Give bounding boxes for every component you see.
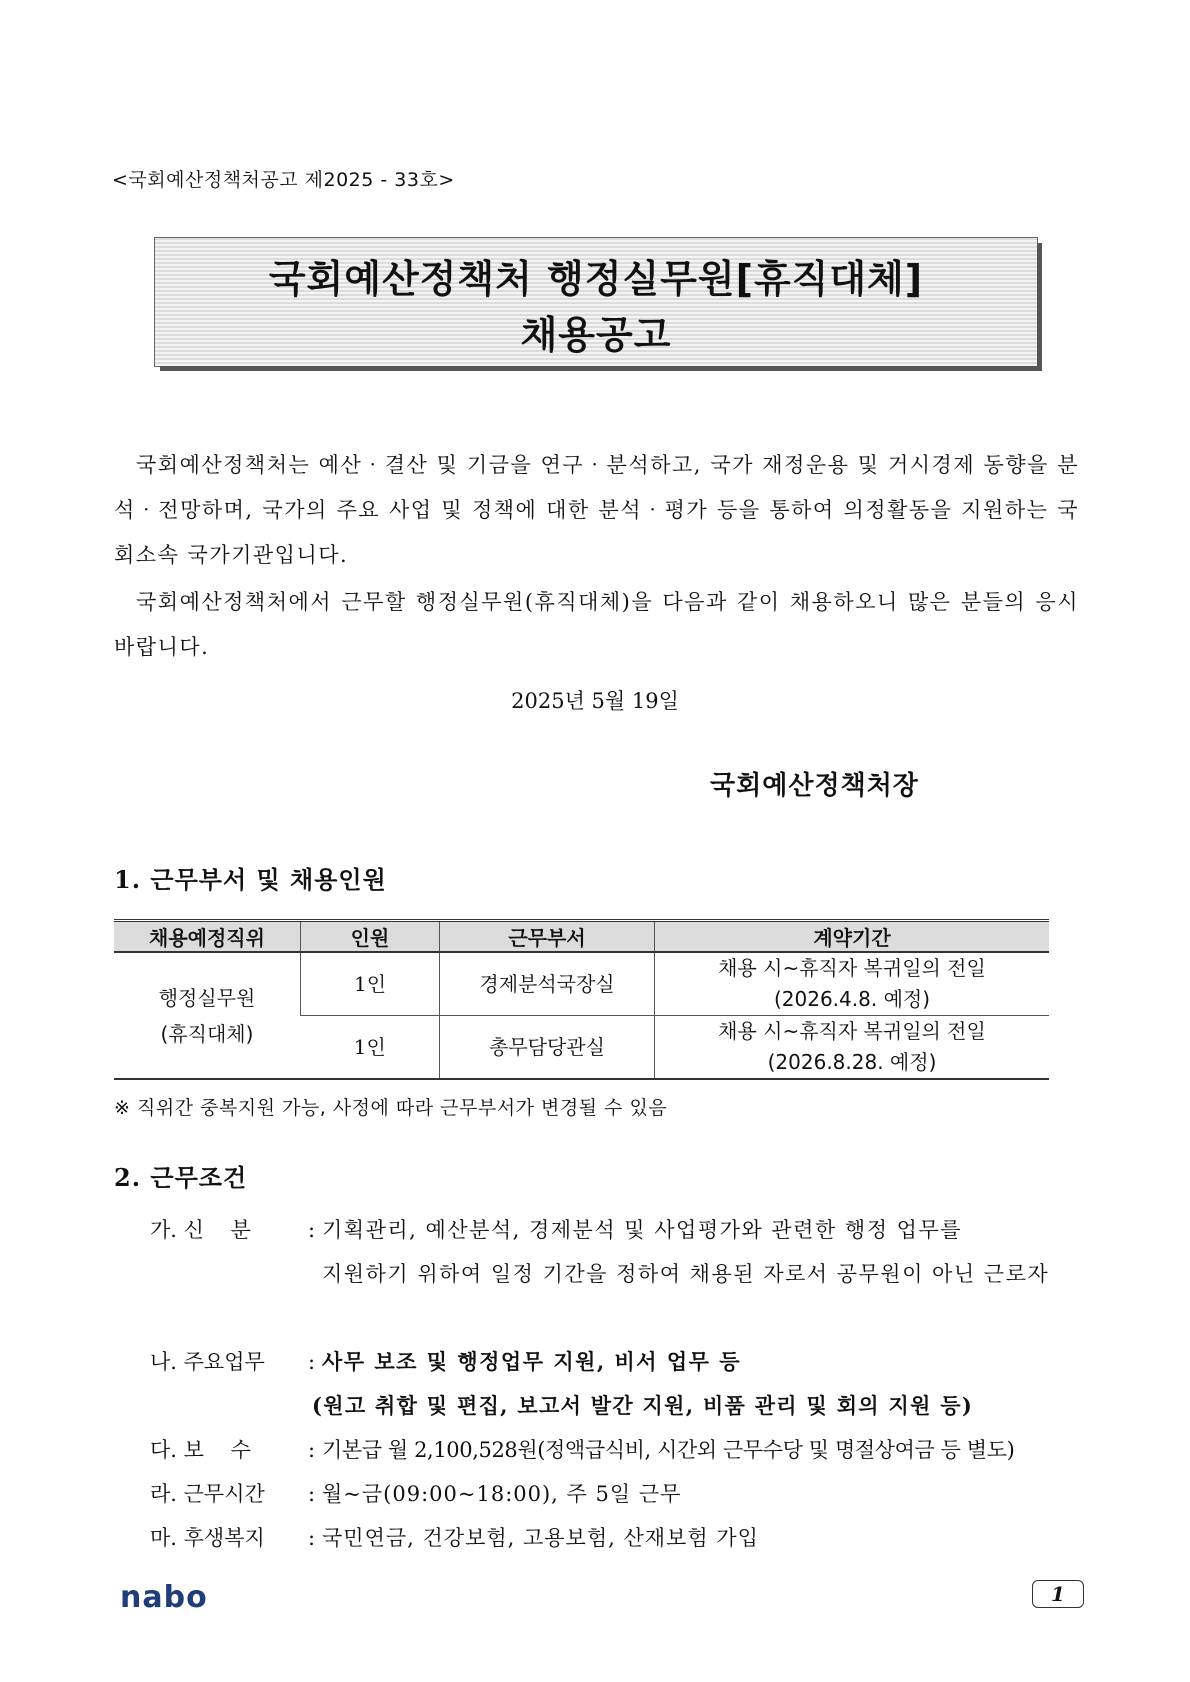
condition-colon: : [308, 1438, 316, 1462]
intro-paragraph-1: 국회예산정책처는 예산‧결산 및 기금을 연구‧분석하고, 국가 재정운용 및 거시경제 동향을 분석‧전망하며, 국가의 주요 사업 및 정책에 대한 분석‧평가 등을 통하여 의정활동을 지원하는 국회소속 국가기관입니다. [114, 453, 1079, 567]
header-position: 채용예정직위 [114, 921, 301, 953]
page-number: 1 [1032, 1580, 1084, 1608]
section-2-heading: 2. 근무조건 [114, 1163, 248, 1192]
position-name: 행정실무원 [158, 985, 256, 1010]
intro-paragraph-2: 국회예산정책처에서 근무할 행정실무원(휴직대체)을 다음과 같이 채용하오니 많은 분들의 응시 바랍니다. [114, 590, 1079, 659]
header-period: 계약기간 [655, 921, 1050, 953]
section-1-heading: 1. 근무부서 및 채용인원 [114, 865, 387, 894]
title-banner [155, 238, 1037, 366]
condition-text: 기본급 월 2,100,528원(정액급식비, 시간외 근무수당 및 명절상여금 등 별도) [322, 1438, 1015, 1462]
condition-text: 기획관리, 예산분석, 경제분석 및 사업평가와 관련한 행정 업무를 [322, 1218, 963, 1242]
condition-colon: : [308, 1218, 316, 1242]
position-sub: (휴직대체) [160, 1021, 254, 1046]
table-note: ※ 직위간 중복지원 가능, 사정에 따라 근무부서가 변경될 수 있음 [114, 1097, 668, 1119]
count-cell: 1인 [301, 1016, 440, 1080]
position-cell [114, 952, 301, 1079]
header-department: 근무부서 [440, 921, 655, 953]
signer: 국회예산정책처장 [710, 771, 919, 801]
notice-date: 2025년 5월 19일 [511, 689, 679, 713]
period-note: (2026.8.28. 예정) [767, 1050, 937, 1074]
header-count: 인원 [301, 921, 440, 953]
jobs-table [114, 919, 1049, 1080]
condition-text: 국민연금, 건강보험, 고용보험, 산재보험 가입 [322, 1526, 759, 1550]
condition-colon: : [308, 1482, 316, 1506]
title-line-2: 채용공고 [520, 313, 672, 357]
condition-duties-continuation: (원고 취합 및 편집, 보고서 발간 지원, 비품 관리 및 회의 지원 등) [312, 1393, 974, 1418]
department-cell: 총무담당관실 [440, 1016, 655, 1080]
condition-colon: : [308, 1350, 316, 1374]
condition-status-continuation: 지원하기 위하여 일정 기간을 정하여 채용된 자로서 공무원이 아닌 근로자 [322, 1262, 1050, 1286]
period-cell [655, 952, 1050, 1016]
table-header-row [114, 921, 1049, 953]
condition-label: 라. 근무시간 [150, 1482, 265, 1506]
count-cell: 1인 [301, 952, 440, 1016]
condition-label: 다. 보 수 [150, 1438, 251, 1462]
title-line-1: 국회예산정책처 행정실무원[휴직대체] [268, 257, 924, 301]
department-cell: 경제분석국장실 [440, 952, 655, 1016]
period-cell [655, 1016, 1050, 1080]
condition-text: 사무 보조 및 행정업무 지원, 비서 업무 등 [322, 1349, 742, 1374]
nabo-logo: nabo [120, 1580, 208, 1615]
condition-colon: : [308, 1526, 316, 1550]
condition-label: 나. 주요업무 [150, 1350, 265, 1374]
period-note: (2026.4.8. 예정) [773, 987, 931, 1011]
period-text: 채용 시~휴직자 복귀일의 전일 [718, 1019, 986, 1043]
table-row [114, 952, 1049, 1016]
period-text: 채용 시~휴직자 복귀일의 전일 [718, 956, 986, 980]
condition-label: 가. 신 분 [150, 1218, 251, 1242]
notice-number: <국회예산정책처공고 제2025 - 33호> [112, 169, 455, 191]
condition-label: 마. 후생복지 [150, 1526, 265, 1550]
condition-text: 월~금(09:00~18:00), 주 5일 근무 [322, 1482, 682, 1506]
